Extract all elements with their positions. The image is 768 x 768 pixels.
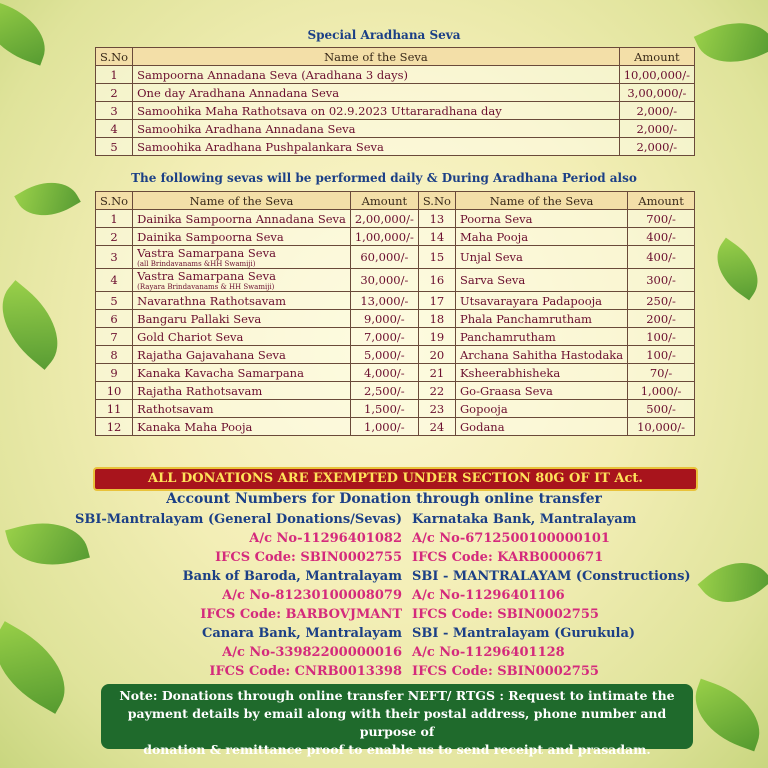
serial-number: 20 bbox=[418, 346, 455, 364]
leaf-decoration bbox=[704, 238, 768, 301]
seva-subtitle: (all Brindavanams &HH Swamiji) bbox=[137, 260, 256, 268]
serial-number: 1 bbox=[96, 210, 133, 228]
seva-amount: 60,000/- bbox=[350, 246, 418, 269]
account-heading: Account Numbers for Donation through online transfer bbox=[166, 491, 602, 507]
serial-number: 22 bbox=[418, 382, 455, 400]
seva-amount: 250/- bbox=[628, 292, 695, 310]
account-number: A/c No-11296401082 bbox=[249, 531, 402, 546]
seva-name-cell bbox=[133, 292, 351, 310]
seva-amount: 1,500/- bbox=[350, 400, 418, 418]
table-row bbox=[96, 269, 695, 292]
serial-number: 23 bbox=[418, 400, 455, 418]
seva-amount: 100/- bbox=[628, 328, 695, 346]
serial-number: 2 bbox=[96, 228, 133, 246]
seva-amount: 3,00,000/- bbox=[619, 84, 694, 102]
seva-amount: 2,000/- bbox=[619, 138, 694, 156]
table-row bbox=[96, 66, 695, 84]
ifsc-code: IFCS Code: SBIN0002755 bbox=[215, 550, 402, 565]
account-list-right bbox=[412, 510, 691, 681]
seva-name: Samoohika Maha Rathotsava on 02.9.2023 Uttararadhana day bbox=[133, 102, 620, 120]
seva-name: Gopooja bbox=[455, 400, 627, 418]
serial-number: 15 bbox=[418, 246, 455, 269]
seva-amount: 10,000/- bbox=[628, 418, 695, 436]
serial-number: 21 bbox=[418, 364, 455, 382]
seva-name-cell bbox=[133, 246, 351, 269]
seva-name: Go-Graasa Seva bbox=[455, 382, 627, 400]
seva-amount: 5,000/- bbox=[350, 346, 418, 364]
seva-amount: 7,000/- bbox=[350, 328, 418, 346]
note-line: payment details by email along with their postal address, phone number and purpose of bbox=[127, 706, 667, 739]
seva-name: Gold Chariot Seva bbox=[137, 329, 244, 344]
seva-name: Maha Pooja bbox=[455, 228, 627, 246]
seva-name: Rajatha Rathotsavam bbox=[137, 383, 263, 398]
column-header: S.No bbox=[96, 192, 133, 210]
ifsc-code: IFCS Code: SBIN0002755 bbox=[412, 607, 599, 622]
serial-number: 2 bbox=[96, 84, 133, 102]
account-list-left bbox=[75, 510, 402, 681]
seva-name-cell bbox=[133, 364, 351, 382]
account-number: A/c No-81230100008079 bbox=[222, 588, 402, 603]
table-row bbox=[96, 210, 695, 228]
bank-name: SBI - MANTRALAYAM (Constructions) bbox=[412, 569, 691, 584]
seva-name-cell bbox=[133, 328, 351, 346]
seva-name: Godana bbox=[455, 418, 627, 436]
table-row bbox=[96, 120, 695, 138]
table-row bbox=[96, 346, 695, 364]
account-number: A/c No-11296401106 bbox=[412, 588, 565, 603]
bank-name: SBI - Mantralayam (Gurukula) bbox=[412, 626, 636, 641]
note-line: Note: Donations through online transfer NEFT/ RTGS : Request to intimate the bbox=[119, 688, 675, 703]
ifsc-code: IFCS Code: SBIN0002755 bbox=[412, 664, 599, 679]
note-line: donation & remittance proof to enable us to send receipt and prasadam. bbox=[143, 742, 651, 757]
table-row bbox=[96, 84, 695, 102]
seva-name: Rajatha Gajavahana Seva bbox=[137, 347, 286, 362]
seva-amount: 700/- bbox=[628, 210, 695, 228]
serial-number: 3 bbox=[96, 102, 133, 120]
table-row bbox=[96, 418, 695, 436]
serial-number: 19 bbox=[418, 328, 455, 346]
ifsc-code: IFCS Code: BARBOVJMANT bbox=[200, 607, 402, 622]
bank-name: SBI-Mantralayam (General Donations/Sevas) bbox=[74, 512, 402, 527]
seva-name: Ksheerabhisheka bbox=[455, 364, 627, 382]
serial-number: 16 bbox=[418, 269, 455, 292]
serial-number: 12 bbox=[96, 418, 133, 436]
seva-name-cell bbox=[133, 418, 351, 436]
seva-amount: 400/- bbox=[628, 228, 695, 246]
special-seva-title: Special Aradhana Seva bbox=[307, 28, 461, 42]
seva-name: Poorna Seva bbox=[455, 210, 627, 228]
leaf-decoration bbox=[694, 7, 768, 77]
serial-number: 3 bbox=[96, 246, 133, 269]
seva-name: Navarathna Rathotsavam bbox=[137, 293, 287, 308]
bank-name: Canara Bank, Mantralayam bbox=[201, 626, 402, 641]
seva-name: Dainika Sampoorna Seva bbox=[137, 229, 284, 244]
leaf-decoration bbox=[0, 280, 77, 370]
seva-amount: 200/- bbox=[628, 310, 695, 328]
ifsc-code: IFCS Code: KARB0000671 bbox=[412, 550, 604, 565]
table-row bbox=[96, 400, 695, 418]
serial-number: 9 bbox=[96, 364, 133, 382]
table-row bbox=[96, 102, 695, 120]
seva-name-cell bbox=[133, 228, 351, 246]
seva-amount: 400/- bbox=[628, 246, 695, 269]
seva-amount: 30,000/- bbox=[350, 269, 418, 292]
seva-name-cell bbox=[133, 382, 351, 400]
serial-number: 1 bbox=[96, 66, 133, 84]
seva-name: Samoohika Aradhana Pushpalankara Seva bbox=[133, 138, 620, 156]
column-header: Amount bbox=[628, 192, 695, 210]
seva-name: Archana Sahitha Hastodaka bbox=[455, 346, 627, 364]
seva-name-cell bbox=[133, 210, 351, 228]
column-header: Amount bbox=[619, 48, 694, 66]
daily-seva-table bbox=[95, 191, 695, 436]
seva-name: Bangaru Pallaki Seva bbox=[137, 311, 262, 326]
seva-amount: 300/- bbox=[628, 269, 695, 292]
serial-number: 14 bbox=[418, 228, 455, 246]
serial-number: 13 bbox=[418, 210, 455, 228]
seva-amount: 4,000/- bbox=[350, 364, 418, 382]
seva-name: One day Aradhana Annadana Seva bbox=[133, 84, 620, 102]
seva-name: Panchamrutham bbox=[455, 328, 627, 346]
seva-name: Dainika Sampoorna Annadana Seva bbox=[137, 211, 346, 226]
column-header: S.No bbox=[418, 192, 455, 210]
serial-number: 6 bbox=[96, 310, 133, 328]
tax-exemption-banner: ALL DONATIONS ARE EXEMPTED UNDER SECTION 80G OF IT Act. bbox=[93, 467, 698, 491]
table-row bbox=[96, 246, 695, 269]
seva-name: Vastra Samarpana Seva bbox=[137, 269, 276, 283]
seva-amount: 13,000/- bbox=[350, 292, 418, 310]
serial-number: 10 bbox=[96, 382, 133, 400]
account-number: A/c No-33982200000016 bbox=[222, 645, 402, 660]
seva-name: Unjal Seva bbox=[455, 246, 627, 269]
table-row bbox=[96, 310, 695, 328]
column-header: S.No bbox=[96, 48, 133, 66]
serial-number: 4 bbox=[96, 120, 133, 138]
seva-amount: 1,000/- bbox=[628, 382, 695, 400]
column-header: Name of the Seva bbox=[133, 192, 351, 210]
seva-name: Phala Panchamrutham bbox=[455, 310, 627, 328]
ifsc-code: IFCS Code: CNRB0013398 bbox=[209, 664, 402, 679]
seva-amount: 9,000/- bbox=[350, 310, 418, 328]
transfer-note bbox=[101, 684, 693, 757]
bank-name: Karnataka Bank, Mantralayam bbox=[412, 512, 637, 527]
seva-amount: 2,00,000/- bbox=[350, 210, 418, 228]
daily-seva-title: The following sevas will be performed daily & During Aradhana Period also bbox=[131, 171, 637, 185]
table-row bbox=[96, 138, 695, 156]
seva-name: Sampoorna Annadana Seva (Aradhana 3 days) bbox=[133, 66, 620, 84]
seva-subtitle: (Rayara Brindavanams & HH Swamiji) bbox=[137, 283, 275, 291]
seva-name: Kanaka Kavacha Samarpana bbox=[137, 365, 304, 380]
seva-name: Sarva Seva bbox=[455, 269, 627, 292]
seva-amount: 10,00,000/- bbox=[619, 66, 694, 84]
seva-amount: 100/- bbox=[628, 346, 695, 364]
serial-number: 8 bbox=[96, 346, 133, 364]
seva-name: Samoohika Aradhana Annadana Seva bbox=[133, 120, 620, 138]
leaf-decoration bbox=[698, 546, 768, 619]
serial-number: 5 bbox=[96, 292, 133, 310]
table-row bbox=[96, 328, 695, 346]
account-number: A/c No-6712500100000101 bbox=[412, 531, 610, 546]
column-header: Name of the Seva bbox=[455, 192, 627, 210]
table-row bbox=[96, 292, 695, 310]
seva-amount: 70/- bbox=[628, 364, 695, 382]
table-row bbox=[96, 382, 695, 400]
table-row bbox=[96, 228, 695, 246]
seva-name: Rathotsavam bbox=[137, 401, 214, 416]
seva-name-cell bbox=[133, 400, 351, 418]
seva-name: Utsavarayara Padapooja bbox=[455, 292, 627, 310]
seva-name-cell bbox=[133, 269, 351, 292]
seva-amount: 1,000/- bbox=[350, 418, 418, 436]
account-number: A/c No-11296401128 bbox=[412, 645, 565, 660]
seva-amount: 2,000/- bbox=[619, 120, 694, 138]
special-seva-table bbox=[95, 47, 695, 156]
seva-name-cell bbox=[133, 310, 351, 328]
serial-number: 7 bbox=[96, 328, 133, 346]
seva-amount: 1,00,000/- bbox=[350, 228, 418, 246]
seva-name-cell bbox=[133, 346, 351, 364]
leaf-decoration bbox=[684, 679, 768, 752]
seva-name: Vastra Samarpana Seva bbox=[137, 246, 276, 260]
column-header: Amount bbox=[350, 192, 418, 210]
serial-number: 5 bbox=[96, 138, 133, 156]
seva-amount: 500/- bbox=[628, 400, 695, 418]
bank-name: Bank of Baroda, Mantralayam bbox=[182, 569, 402, 584]
leaf-decoration bbox=[0, 621, 83, 714]
seva-amount: 2,500/- bbox=[350, 382, 418, 400]
seva-amount: 2,000/- bbox=[619, 102, 694, 120]
table-row bbox=[96, 364, 695, 382]
seva-name: Kanaka Maha Pooja bbox=[137, 419, 253, 434]
serial-number: 17 bbox=[418, 292, 455, 310]
column-header: Name of the Seva bbox=[133, 48, 620, 66]
serial-number: 4 bbox=[96, 269, 133, 292]
serial-number: 18 bbox=[418, 310, 455, 328]
serial-number: 24 bbox=[418, 418, 455, 436]
serial-number: 11 bbox=[96, 400, 133, 418]
